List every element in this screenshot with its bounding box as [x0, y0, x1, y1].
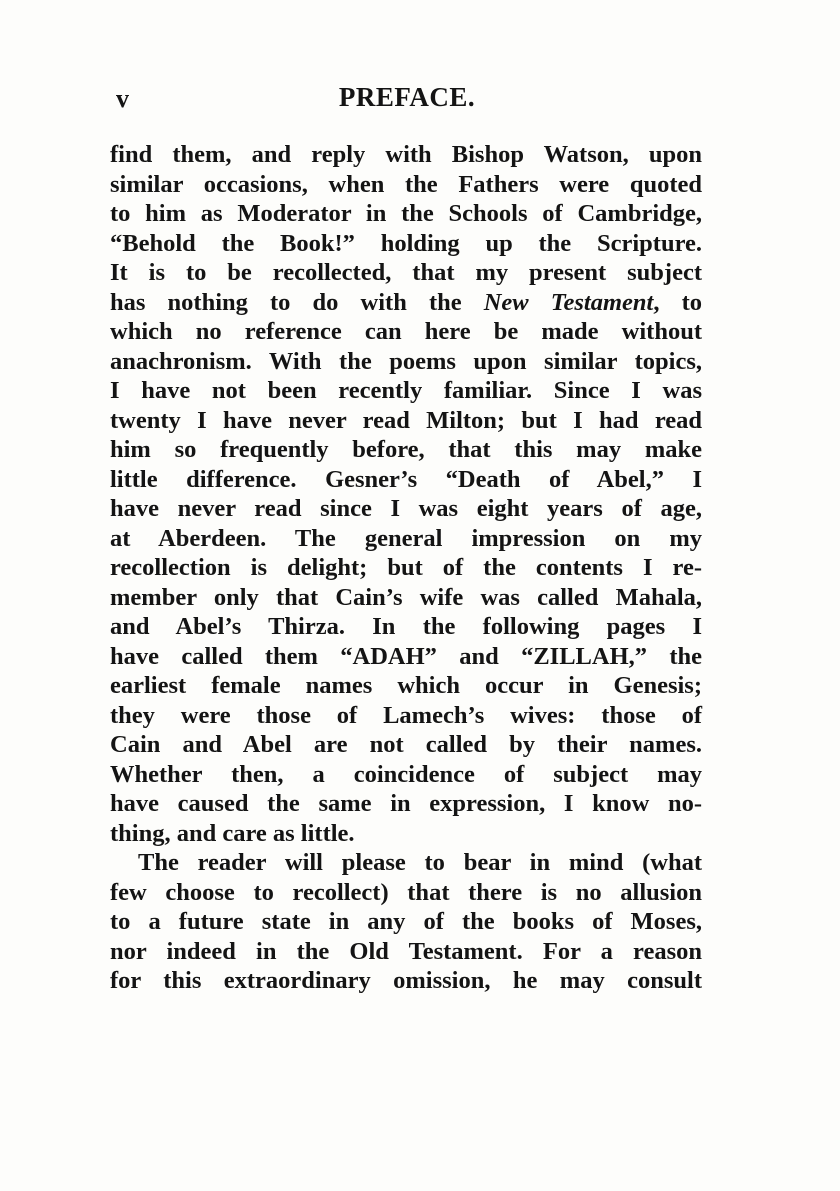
- text-line: recollection is delight; but of the contents I re-: [110, 554, 702, 581]
- text-line: member only that Cain’s wife was called Mahala,: [110, 583, 702, 611]
- text-line: and Abel’s Thirza. In the following pages I: [110, 613, 702, 640]
- text-line: twenty I have never read Milton; but I had read: [110, 406, 702, 434]
- text-line: have never read since I was eight years of age,: [110, 495, 702, 522]
- text-line: have called them “ADAH” and “ZILLAH,” the: [110, 642, 702, 670]
- body-text: [110, 140, 702, 996]
- text-line: The reader will please to bear in mind (what: [138, 849, 702, 876]
- text-line: to a future state in any of the books of Moses,: [110, 908, 702, 935]
- text-line: has nothing to do with the New Testament, to: [110, 288, 702, 316]
- text-line: “Behold the Book!” holding up the Scripture.: [110, 229, 702, 257]
- text-line: little difference. Gesner’s “Death of Abel,” I: [110, 465, 702, 493]
- text-line: I have not been recently familiar. Since I was: [110, 377, 702, 404]
- text-line: which no reference can here be made without: [110, 318, 702, 345]
- text-line: for this extraordinary omission, he may consult: [110, 967, 702, 994]
- text-line: anachronism. With the poems upon similar topics,: [110, 347, 702, 375]
- text-line: find them, and reply with Bishop Watson, upon: [110, 141, 702, 168]
- text-line: him so frequently before, that this may make: [110, 436, 702, 463]
- text-line: earliest female names which occur in Genesis;: [110, 672, 702, 699]
- text-line: Whether then, a coincidence of subject may: [110, 760, 702, 788]
- text-line: nor indeed in the Old Testament. For a reason: [110, 937, 702, 965]
- text-line: few choose to recollect) that there is no allusion: [110, 878, 702, 906]
- italic-title: New Testament: [483, 288, 654, 316]
- text-line: have caused the same in expression, I know no-: [110, 790, 702, 817]
- page-number: v: [116, 84, 129, 113]
- text-line: It is to be recollected, that my present subject: [110, 259, 702, 286]
- page-header: [112, 80, 702, 120]
- text-line: Cain and Abel are not called by their names.: [110, 731, 702, 758]
- text-line: at Aberdeen. The general impression on my: [110, 524, 702, 552]
- running-head: PREFACE.: [338, 82, 476, 112]
- text-line: thing, and care as little.: [110, 819, 355, 847]
- text-line: to him as Moderator in the Schools of Cambridge,: [110, 200, 702, 227]
- text-line: they were those of Lamech’s wives: those of: [110, 701, 702, 729]
- text-line: similar occasions, when the Fathers were quoted: [110, 170, 702, 198]
